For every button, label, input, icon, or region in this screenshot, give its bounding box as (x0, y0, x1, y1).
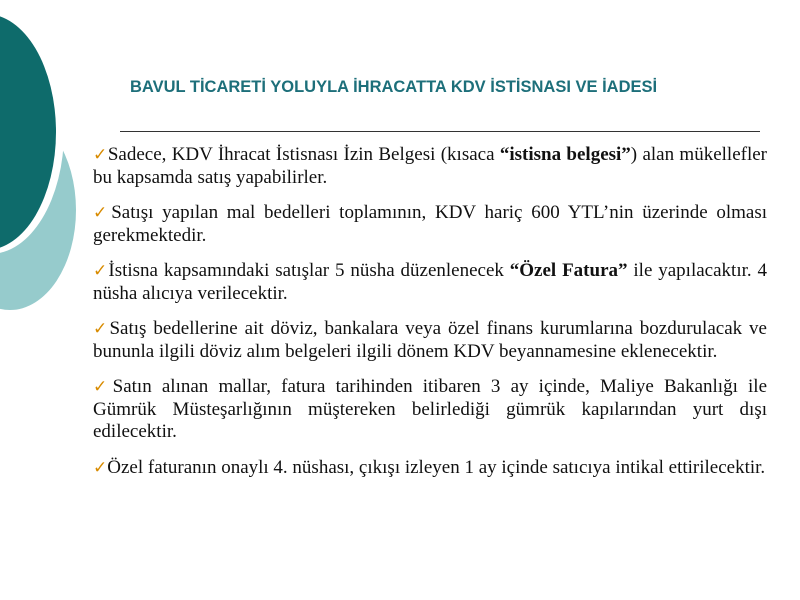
bullet-list (93, 144, 767, 492)
bullet-text: Satın alınan mallar, fatura tarihinden itibaren 3 ay içinde, Maliye Bakanlığı ile Gümrük Müsteşarlığının müştereken belirlediği gümrük kapılarından yurt dışı edilecektir. (93, 376, 767, 442)
bullet-text: Satış bedellerine ait döviz, bankalara veya özel finans kurumlarına bozdurulacak ve bununla ilgili döviz alım belgeleri ilgili dönem KDV beyannamesine eklenecektir. (93, 318, 767, 362)
decorative-circles (0, 0, 100, 340)
bullet-text: Özel faturanın onaylı 4. nüshası, çıkışı izleyen 1 ay içinde satıcıya intikal ettirilecektir. (107, 456, 766, 478)
bullet-text-bold: “istisna belgesi” (499, 144, 631, 165)
bullet-item (93, 202, 767, 247)
bullet-item (93, 457, 767, 480)
checkmark-icon: ✓ (93, 203, 112, 223)
slide-title: BAVUL TİCARETİ YOLUYLA İHRACATTA KDV İSTİSNASI VE İADESİ (130, 78, 658, 96)
bullet-item (93, 260, 767, 305)
bullet-item (93, 376, 767, 444)
bullet-item (93, 144, 767, 189)
bullet-text: ile yapılacaktır. 4 nüsha alıcıya verilecektir. (93, 260, 767, 304)
checkmark-icon: ✓ (93, 377, 113, 397)
checkmark-icon: ✓ (93, 457, 108, 478)
bullet-text: Sadece, KDV İhracat İstisnası İzin Belgesi (kısaca (107, 144, 500, 165)
bullet-item (93, 318, 767, 363)
bullet-text: ) alan mükellefler bu kapsamda satış yapabilirler. (93, 144, 767, 188)
checkmark-icon: ✓ (93, 319, 110, 339)
bullet-text: İstisna kapsamındaki satışlar 5 nüsha düzenlenecek (108, 260, 510, 281)
checkmark-icon: ✓ (93, 261, 109, 281)
checkmark-icon: ✓ (93, 145, 108, 165)
title-divider (120, 131, 760, 132)
bullet-text: Satışı yapılan mal bedelleri toplamının, KDV hariç 600 YTL’nin üzerinde olması gerekmektedir. (93, 202, 767, 246)
bullet-text-bold: “Özel Fatura” (509, 260, 628, 281)
